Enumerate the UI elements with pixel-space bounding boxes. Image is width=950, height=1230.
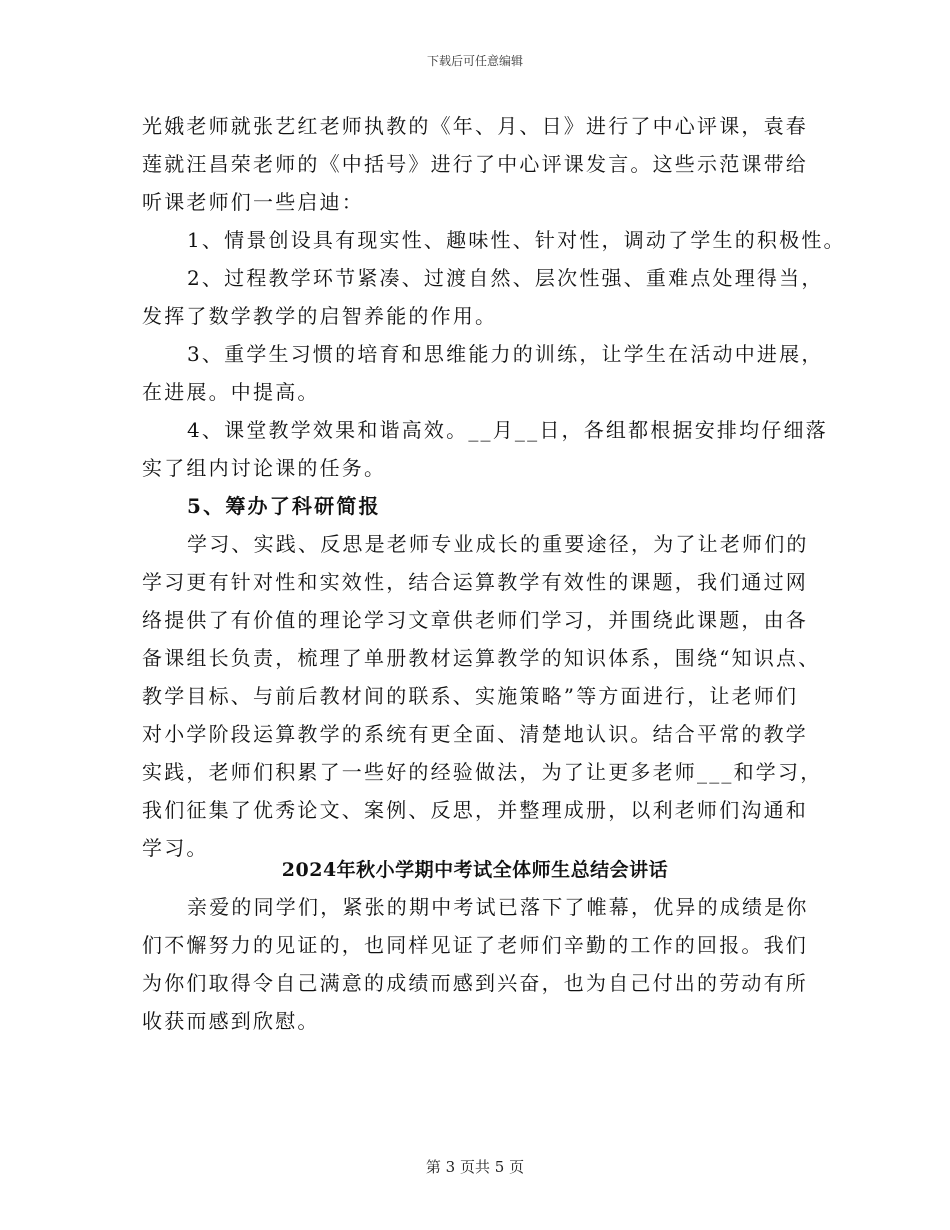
body-line: 们不懈努力的见证的，也同样见证了老师们辛勤的工作的回报。我们 xyxy=(142,933,808,957)
paragraph-start: 学习、实践、反思是老师专业成长的重要途径，为了让老师们的 xyxy=(187,532,809,556)
list-item-3: 3、重学生习惯的培育和思维能力的训练，让学生在活动中进展， xyxy=(187,342,824,366)
body-line: 教学目标、与前后教材间的联系、实施策略”等方面进行，让老师们 xyxy=(142,684,799,708)
body-line: 学习。 xyxy=(142,836,209,860)
body-line: 我们征集了优秀论文、案例、反思，并整理成册，以利老师们沟通和 xyxy=(142,798,808,822)
body-line: 学习更有针对性和实效性，结合运算教学有效性的课题，我们通过网 xyxy=(142,570,808,594)
page-header: 下载后可任意编辑 xyxy=(426,54,523,68)
list-item-1: 1、情景创设具有现实性、趣味性、针对性，调动了学生的积极性。 xyxy=(187,228,846,252)
page-number: 第 3 页共 5 页 xyxy=(425,1158,525,1176)
list-item-2: 2、过程教学环节紧凑、过渡自然、层次性强、重难点处理得当， xyxy=(187,266,824,290)
paragraph-start: 亲爱的同学们，紧张的期中考试已落下了帷幕，优异的成绩是你 xyxy=(187,895,809,919)
body-line: 收获而感到欣慰。 xyxy=(142,1009,320,1033)
section-heading: 5、筹办了科研简报 xyxy=(187,494,381,518)
speech-title: 2024年秋小学期中考试全体师生总结会讲话 xyxy=(281,859,669,881)
body-line: 为你们取得令自己满意的成绩而感到兴奋，也为自己付出的劳动有所 xyxy=(142,971,808,995)
body-line: 备课组长负责，梳理了单册教材运算教学的知识体系，围绕“知识点、 xyxy=(142,646,821,670)
body-line: 实了组内讨论课的任务。 xyxy=(142,456,387,480)
body-line: 在进展。中提高。 xyxy=(142,380,320,404)
body-line: 莲就汪昌荣老师的《中括号》进行了中心评课发言。这些示范课带给 xyxy=(142,152,808,176)
body-line: 对小学阶段运算教学的系统有更全面、清楚地认识。结合平常的教学 xyxy=(142,722,808,746)
body-line: 光娥老师就张艺红老师执教的《年、月、日》进行了中心评课，袁春 xyxy=(142,114,808,138)
body-line: 发挥了数学教学的启智养能的作用。 xyxy=(142,304,498,328)
body-line: 实践，老师们积累了一些好的经验做法，为了让更多老师___和学习， xyxy=(142,760,823,784)
body-line: 听课老师们一些启迪： xyxy=(142,190,364,214)
list-item-4: 4、课堂教学效果和谐高效。__月__日，各组都根据安排均仔细落 xyxy=(187,418,828,442)
body-line: 络提供了有价值的理论学习文章供老师们学习，并围绕此课题，由各 xyxy=(142,608,808,632)
